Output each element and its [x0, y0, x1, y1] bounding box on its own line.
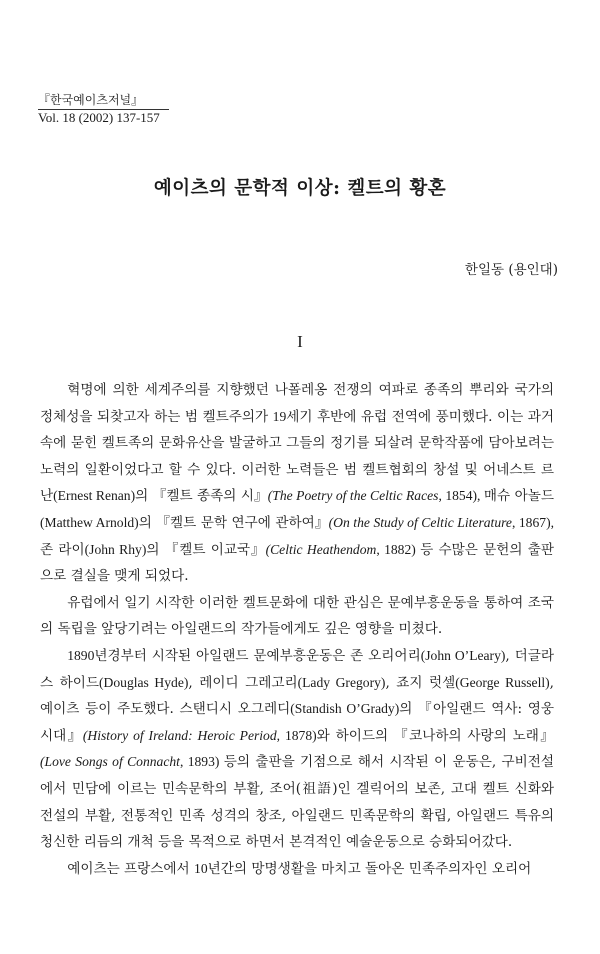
text-span: (John Rhy) — [84, 541, 147, 557]
text-span: (Matthew Arnold) — [40, 514, 139, 530]
text-span: , 1878) — [276, 727, 317, 743]
text-span: 예이츠는 프랑스에서 — [67, 860, 195, 877]
text-span: 와 하이드의 『코나하의 사랑의 노래』 — [316, 727, 555, 744]
text-span: (Lady Gregory) — [297, 674, 386, 690]
text-span: , 1854), — [438, 488, 484, 504]
paper-title: 예이츠의 문학적 이상: 켈트의 황혼 — [153, 178, 447, 199]
italic-title-span: (Love Songs of Connacht — [40, 754, 180, 770]
text-span: , 죠지 럿셀 — [385, 674, 456, 691]
text-span: , 1882) — [376, 541, 421, 557]
body-paragraph — [40, 590, 554, 643]
body-paragraph — [40, 377, 554, 590]
body-text — [40, 377, 554, 882]
italic-title-span: (The Poetry of the Celtic Races — [267, 488, 439, 504]
text-span: (John O’Leary) — [420, 647, 506, 663]
text-span: 의 『켈트 이교국』 — [146, 541, 266, 558]
author-line: 한일동 (용인대) — [464, 262, 558, 278]
body-paragraph — [40, 643, 554, 856]
text-span: 년경부터 시작된 아일랜드 문예부흥운동은 존 오리어리 — [94, 647, 421, 664]
text-span: (Douglas Hyde) — [99, 674, 189, 690]
italic-title-span: (History of Ireland: Heroic Period — [82, 727, 277, 743]
text-span: 세기 후반에 유럽 전역에 풍미했다. 이는 과거 속에 묻힌 켈트족의 문화유산을 발굴하고 그들의 정기를 되살려 문학작품에 담아보려는 노력의 일환이었다고 할 수 있다. 이러한 노력들은 범 켈트협회의 창설 및 어네스트 르난 — [40, 408, 554, 505]
text-span: 유럽에서 일기 시작한 이러한 켈트문화에 대한 관심은 문예부흥운동을 통하여 조국의 독립을 앞당기려는 아일랜드의 작가들에게도 깊은 영향을 미쳤다. — [40, 594, 554, 638]
text-span: (Ernest Renan) — [53, 488, 136, 504]
text-span: 의 『켈트 종족의 시』 — [135, 488, 268, 505]
text-span: 1890 — [67, 647, 95, 663]
text-span: 년간의 망명생활을 마치고 돌아온 민족주의자인 오리어 — [207, 860, 532, 877]
journal-volume: Vol. 18 (2002) 137-157 — [38, 110, 160, 125]
italic-title-span: (On the Study of Celtic Literature — [328, 514, 512, 530]
text-span: , 1867), — [511, 514, 554, 530]
journal-header — [38, 92, 169, 126]
text-span: (George Russell) — [455, 674, 550, 690]
text-span: 의 『아일랜드 역사: 영웅시대』 — [40, 701, 554, 744]
text-span: 등의 출판을 기점으로 해서 시작된 이 운동은, 구비전설에서 민담에 이르는 민속문학의 부활, 조어(祖語)인 겔릭어의 보존, 고대 켈트 신화와 전설의 부활, 전통적인 민족 성격의 창조, 아일랜드 민족문학의 확립, 아일랜드 특유의 청신한 리듬의 개척 등을 목적으로 하면서 본격적인 예술운동으로 승화되어갔다. — [40, 754, 554, 851]
text-span: 의 『켈트 문학 연구에 관하여』 — [138, 514, 329, 531]
text-span: , 레이디 그레고리 — [188, 674, 298, 691]
text-span: 혁명에 의한 세계주의를 지향했던 나폴레옹 전쟁의 여파로 종족의 뿌리와 국가의 정체성을 되찾고자 하는 범 켈트주의가 — [40, 382, 554, 425]
text-span: 매슈 아놀드 — [483, 488, 554, 505]
text-span: , 더글라스 하이드 — [40, 647, 554, 691]
text-span: 존 라이 — [40, 541, 85, 558]
text-span: 등 수많은 문헌의 출판으로 결실을 맺게 되었다. — [40, 541, 555, 585]
text-span: 19 — [272, 408, 287, 424]
italic-title-span: (Celtic Heathendom — [265, 541, 377, 557]
text-span: , 1893) — [179, 754, 224, 770]
text-span: 10 — [194, 860, 208, 876]
section-heading: I — [297, 332, 303, 351]
text-span: (Standish O’Grady) — [290, 701, 400, 717]
journal-name: 『한국예이츠저널』 — [38, 92, 169, 110]
body-paragraph — [40, 856, 554, 883]
text-span: , 예이츠 등이 주도했다. 스탠디시 오그레디 — [40, 674, 554, 718]
